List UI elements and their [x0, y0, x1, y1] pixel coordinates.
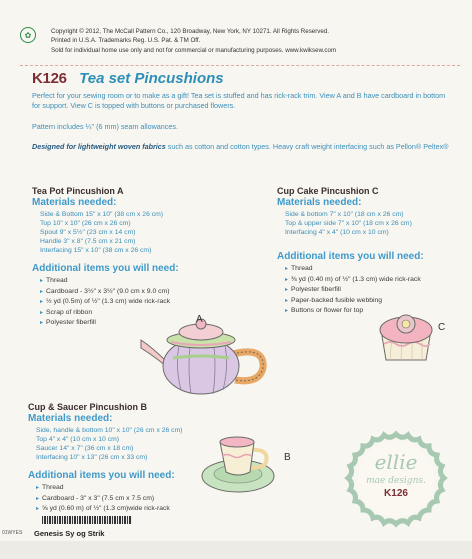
header-divider [20, 65, 460, 66]
additional-item: ▸ Cardboard - 3" x 3" (7.5 cm x 7.5 cm) [36, 494, 183, 505]
additional-item: ▸ ½ yd (0.5m) of ½" (1.3 cm) wide rick-rack [40, 297, 179, 308]
material-item: Handle 3" x 8" (7.5 cm x 21 cm) [40, 238, 136, 245]
bottom-band [0, 541, 472, 559]
view-b-materials-list [28, 426, 183, 462]
additional-item: ▸ Scrap of ribbon [40, 308, 179, 319]
seal-subtitle: mae designs. [366, 476, 426, 486]
view-c-materials-heading: Materials needed: [277, 197, 362, 208]
material-item: Side, handle & bottom 10" x 10" (26 cm x 26 cm) [36, 427, 183, 434]
view-c-additional-heading: Additional items you will need: [277, 251, 424, 262]
additional-item: ▸ Thread [40, 276, 179, 287]
material-item: Side & bottom 7" x 10" (18 cm x 26 cm) [285, 211, 404, 218]
pattern-title-row [32, 70, 224, 88]
view-b-additional-heading: Additional items you will need: [28, 470, 175, 481]
additional-item: ▸ ⅝ yd (0.60 m) of ½" (1.3 cm)wide rick-rack [36, 504, 183, 515]
view-b-section [28, 402, 183, 515]
seam-allowance-note: Pattern includes ¼" (6 mm) seam allowances. [32, 122, 178, 131]
footer-shop-name: Genesis Sy og Strik [34, 529, 105, 538]
figure-label-b: B [284, 452, 291, 463]
material-item: Top 4" x 4" (10 cm x 10 cm) [36, 436, 120, 443]
view-c-materials-list [277, 210, 424, 237]
view-a-section [32, 186, 179, 329]
additional-item: ▸ Buttons or flower for top [285, 306, 424, 317]
additional-item: ▸ Thread [36, 483, 183, 494]
barcode-strip [42, 516, 132, 524]
view-a-materials-heading: Materials needed: [32, 197, 117, 208]
material-item: Side & Bottom 15" x 10" (38 cm x 26 cm) [40, 211, 164, 218]
footer-code: 01WYES [2, 530, 23, 536]
additional-item: ▸ Polyester fiberfill [285, 285, 424, 296]
view-b-materials-heading: Materials needed: [28, 413, 113, 424]
view-c-section [277, 186, 424, 317]
seal-text [341, 450, 451, 499]
copyright-seal-icon: ✿ [20, 27, 36, 43]
fabric-note-bold: Designed for lightweight woven fabrics [32, 142, 166, 151]
material-item: Spout 9" x 5½" (23 cm x 14 cm) [40, 229, 136, 236]
view-a-additional-heading: Additional items you will need: [32, 263, 179, 274]
copyright-line: Printed in U.S.A. Trademarks Reg. U.S. Pat. & TM Off. [51, 37, 201, 45]
view-a-materials-list [32, 210, 179, 255]
additional-item: ▸ Cardboard - 3½" x 3½" (9.0 cm x 9.0 cm) [40, 287, 179, 298]
additional-item: ▸ Thread [285, 264, 424, 275]
material-item: Saucer 14" x 7" (36 cm x 18 cm) [36, 445, 134, 452]
cup-saucer-illustration [200, 432, 280, 498]
cupcake-illustration [376, 302, 436, 364]
copyright-text [51, 27, 336, 55]
additional-item: ▸ ⅜ yd (0.40 m) of ½" (1.3 cm) wide rick-rack [285, 275, 424, 286]
copyright-line: Sold for individual home use only and not for commercial or manufacturing purposes. www.kwiksew.com [51, 46, 337, 54]
material-item: Interfacing 10" x 13" (26 cm x 33 cm) [36, 454, 148, 461]
fabric-note-rest: such as cotton and cotton types. Heavy craft weight interfacing such as Pellon® Peltex® [165, 142, 449, 151]
view-b-additional-list [28, 483, 183, 515]
view-a-title: Tea Pot Pincushion A [32, 186, 124, 196]
material-item: Interfacing 4" x 4" (10 cm x 10 cm) [285, 229, 389, 236]
seal-pattern-number: K126 [384, 488, 408, 499]
view-b-title: Cup & Saucer Pincushion B [28, 402, 148, 412]
material-item: Interfacing 15" x 10" (38 cm x 26 cm) [40, 247, 152, 254]
pattern-intro: Perfect for your sewing room or to make as a gift! Tea set is stuffed and has rick-rack trim. View A and B have cardboard in bottom for support. View C is topped with buttons or purchased flowers. [32, 91, 446, 110]
figure-label-a: A [196, 314, 203, 325]
material-item: Top & upper side 7" x 10" (18 cm x 26 cm) [285, 220, 412, 227]
material-item: Top 10" x 10" (26 cm x 26 cm) [40, 220, 131, 227]
seal-name: ellie [374, 450, 418, 474]
pattern-number: K126 [32, 70, 67, 87]
figure-label-c: C [438, 322, 446, 333]
view-c-title: Cup Cake Pincushion C [277, 186, 379, 196]
additional-item: ▸ Paper-backed fusible webbing [285, 296, 424, 307]
fabric-note [32, 142, 452, 152]
pattern-title: Tea set Pincushions [79, 70, 224, 87]
additional-item: ▸ Polyester fiberfill [40, 318, 179, 329]
teapot-illustration [133, 318, 268, 396]
copyright-line: Copyright © 2012, The McCall Pattern Co., 120 Broadway, New York, NY 10271. All Rights Reserved. [51, 28, 329, 35]
